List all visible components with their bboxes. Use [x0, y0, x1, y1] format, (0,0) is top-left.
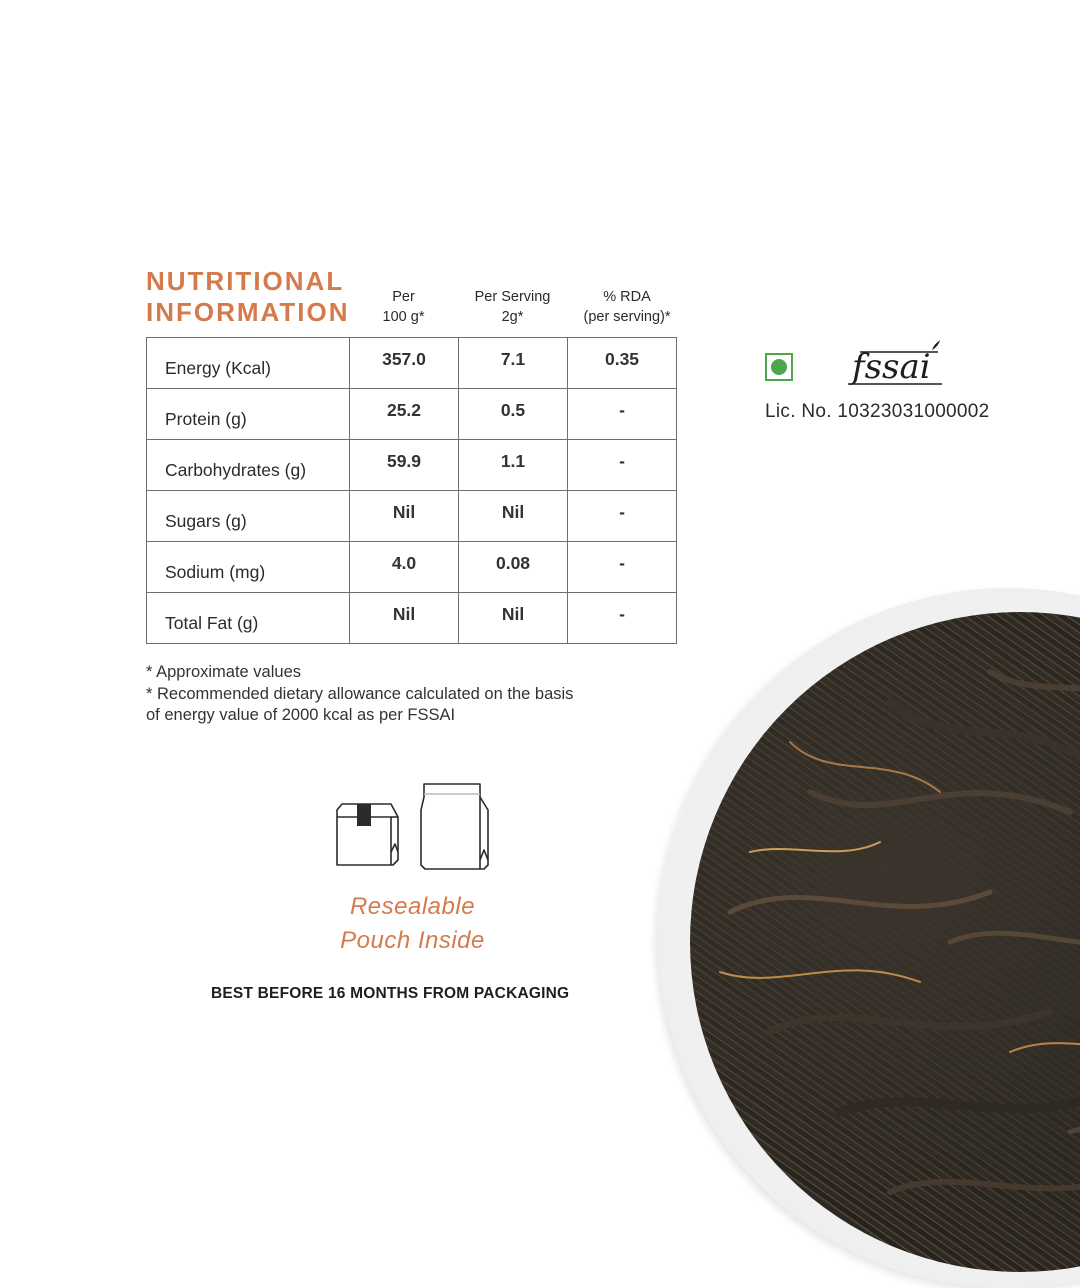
- footnote-rda-line-1: * Recommended dietary allowance calculated on the basis: [146, 684, 574, 703]
- best-before-text: BEST BEFORE 16 MONTHS FROM PACKAGING: [211, 985, 570, 1002]
- cell-per-serving: 0.5: [459, 389, 568, 440]
- title-line-2: INFORMATION: [146, 297, 350, 327]
- cell-per-100g: 25.2: [350, 389, 459, 440]
- footnotes: [146, 662, 573, 727]
- cell-per-100g: Nil: [350, 593, 459, 644]
- footnote-approximate: * Approximate values: [146, 663, 302, 681]
- row-label: Total Fat (g): [147, 593, 350, 644]
- row-label: Energy (Kcal): [147, 338, 350, 389]
- cell-rda: -: [568, 389, 677, 440]
- nutrition-table: [146, 337, 677, 644]
- cell-rda: -: [568, 542, 677, 593]
- row-label: Carbohydrates (g): [147, 440, 350, 491]
- title-line-1: NUTRITIONAL: [146, 266, 345, 296]
- column-header-per-100g: Per 100 g*: [382, 289, 425, 325]
- folded-bag-icon: [337, 804, 398, 865]
- cell-rda: -: [568, 440, 677, 491]
- row-label: Protein (g): [147, 389, 350, 440]
- cell-per-serving: Nil: [459, 491, 568, 542]
- row-label: Sugars (g): [147, 491, 350, 542]
- table-row: [147, 338, 677, 389]
- cell-per-100g: Nil: [350, 491, 459, 542]
- cell-rda: 0.35: [568, 338, 677, 389]
- footnote-rda-line-2: of energy value of 2000 kcal as per FSSAI: [146, 706, 456, 724]
- nutrition-title: [146, 266, 350, 328]
- tea-leaves-image: [690, 612, 1080, 1272]
- table-row: [147, 593, 677, 644]
- cell-per-100g: 59.9: [350, 440, 459, 491]
- table-row: [147, 542, 677, 593]
- cell-rda: -: [568, 491, 677, 542]
- veg-mark-icon: [765, 353, 793, 381]
- cell-rda: -: [568, 593, 677, 644]
- table-row: [147, 389, 677, 440]
- column-header-rda: % RDA (per serving)*: [583, 289, 671, 325]
- row-label: Sodium (mg): [147, 542, 350, 593]
- cell-per-serving: 1.1: [459, 440, 568, 491]
- cell-per-serving: Nil: [459, 593, 568, 644]
- stand-up-pouch-icon: [421, 784, 488, 869]
- table-row: [147, 491, 677, 542]
- fssai-block: [765, 348, 1035, 428]
- resealable-pouch-label: Resealable Pouch Inside: [340, 893, 485, 954]
- cell-per-serving: 7.1: [459, 338, 568, 389]
- cell-per-serving: 0.08: [459, 542, 568, 593]
- fssai-logo-icon: [848, 340, 943, 388]
- pouch-icons: [333, 782, 493, 872]
- cell-per-100g: 357.0: [350, 338, 459, 389]
- column-header-per-serving: Per Serving 2g*: [474, 289, 551, 325]
- table-row: [147, 440, 677, 491]
- cell-per-100g: 4.0: [350, 542, 459, 593]
- license-number: Lic. No. 10323031000002: [765, 401, 990, 422]
- svg-text:fssai: fssai: [852, 347, 931, 387]
